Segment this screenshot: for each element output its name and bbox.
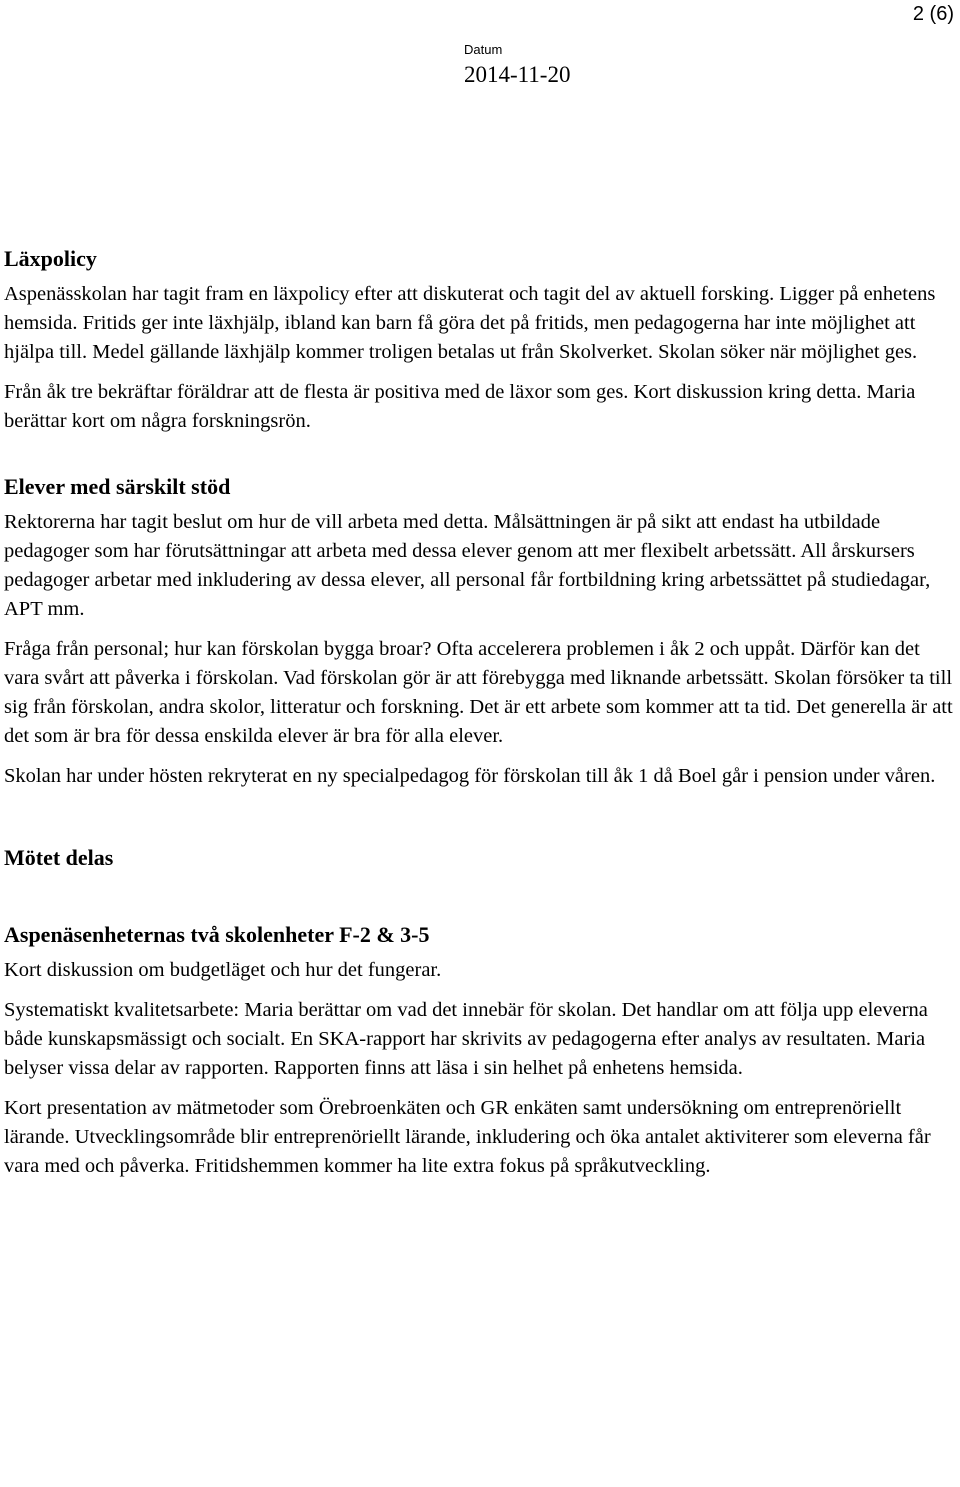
paragraph: Aspenässkolan har tagit fram en läxpolicy efter att diskuterat och tagit del av aktuell forsking. Ligger på enhetens hemsida. Fritids ger inte läxhjälp, ibland kan barn få göra det på fritids, men pedagogerna har inte möjlighet att hjälpa till. Medel gällande läxhjälp kommer troligen betalas ut från Skolverket. Skolan söker när möjlighet ges. [4,283,936,363]
paragraph: Från åk tre bekräftar föräldrar att de flesta är positiva med de läxor som ges. Kort diskussion kring detta. Maria berättar kort om några forskningsrön. [4,381,916,432]
date-block [464,42,570,90]
paragraph: Systematiskt kvalitetsarbete: Maria berättar om vad det innebär för skolan. Det handlar om att följa upp eleverna både kunskapsmässigt och socialt. En SKA-rapport har skrivits av pedagogerna efter analys av resultaten. Maria belyser vissa delar av rapporten. Rapporten finns att läsa i sin helhet på enhetens hemsida. [4,999,928,1079]
section-motet-delas [4,843,954,872]
date-value: 2014-11-20 [464,62,571,87]
document-body [4,244,954,1192]
section-skolenheter [4,920,954,1181]
section-title: Mötet delas [4,845,114,870]
date-label: Datum [464,42,503,57]
section-title: Elever med särskilt stöd [4,474,231,499]
page-number: 2 (6) [912,3,954,25]
section-elever-med-sarskilt-stod [4,472,954,791]
section-laxpolicy [4,244,954,436]
paragraph: Kort diskussion om budgetläget och hur det fungerar. [4,959,442,981]
paragraph: Skolan har under hösten rekryterat en ny specialpedagog för förskolan till åk 1 då Boel går i pension under våren. [4,765,936,787]
paragraph: Kort presentation av mätmetoder som Örebroenkäten och GR enkäten samt undersökning om entreprenöriellt lärande. Utvecklingsområde blir entreprenöriellt lärande, inkludering och öka antalet aktiviterer som eleverna får vara med och påverka. Fritidshemmen kommer ha lite extra fokus på språkutveckling. [4,1097,931,1177]
section-title: Aspenäsenheternas två skolenheter F-2 & 3-5 [4,922,430,947]
section-title: Läxpolicy [4,246,97,271]
paragraph: Rektorerna har tagit beslut om hur de vill arbeta med detta. Målsättningen är på sikt att endast ha utbildade pedagoger som har förutsättningar att arbeta med dessa elever genom att mer flexibelt arbetssätt. All årskursers pedagoger arbetar med inkludering av dessa elever, all personal får fortbildning kring arbetssättet på studiedagar, APT mm. [4,511,931,620]
paragraph: Fråga från personal; hur kan förskolan bygga broar? Ofta accelerera problemen i åk 2 och uppåt. Därför kan det vara svårt att påverka i förskolan. Vad förskolan gör är att förebygga med liknande arbetssätt. Skolan försöker ta till sig från förskolan, andra skolor, litteratur och forskning. Det är ett arbete som kommer att ta tid. Det generella är att det som är bra för dessa enskilda elever är bra för alla elever. [4,638,953,747]
